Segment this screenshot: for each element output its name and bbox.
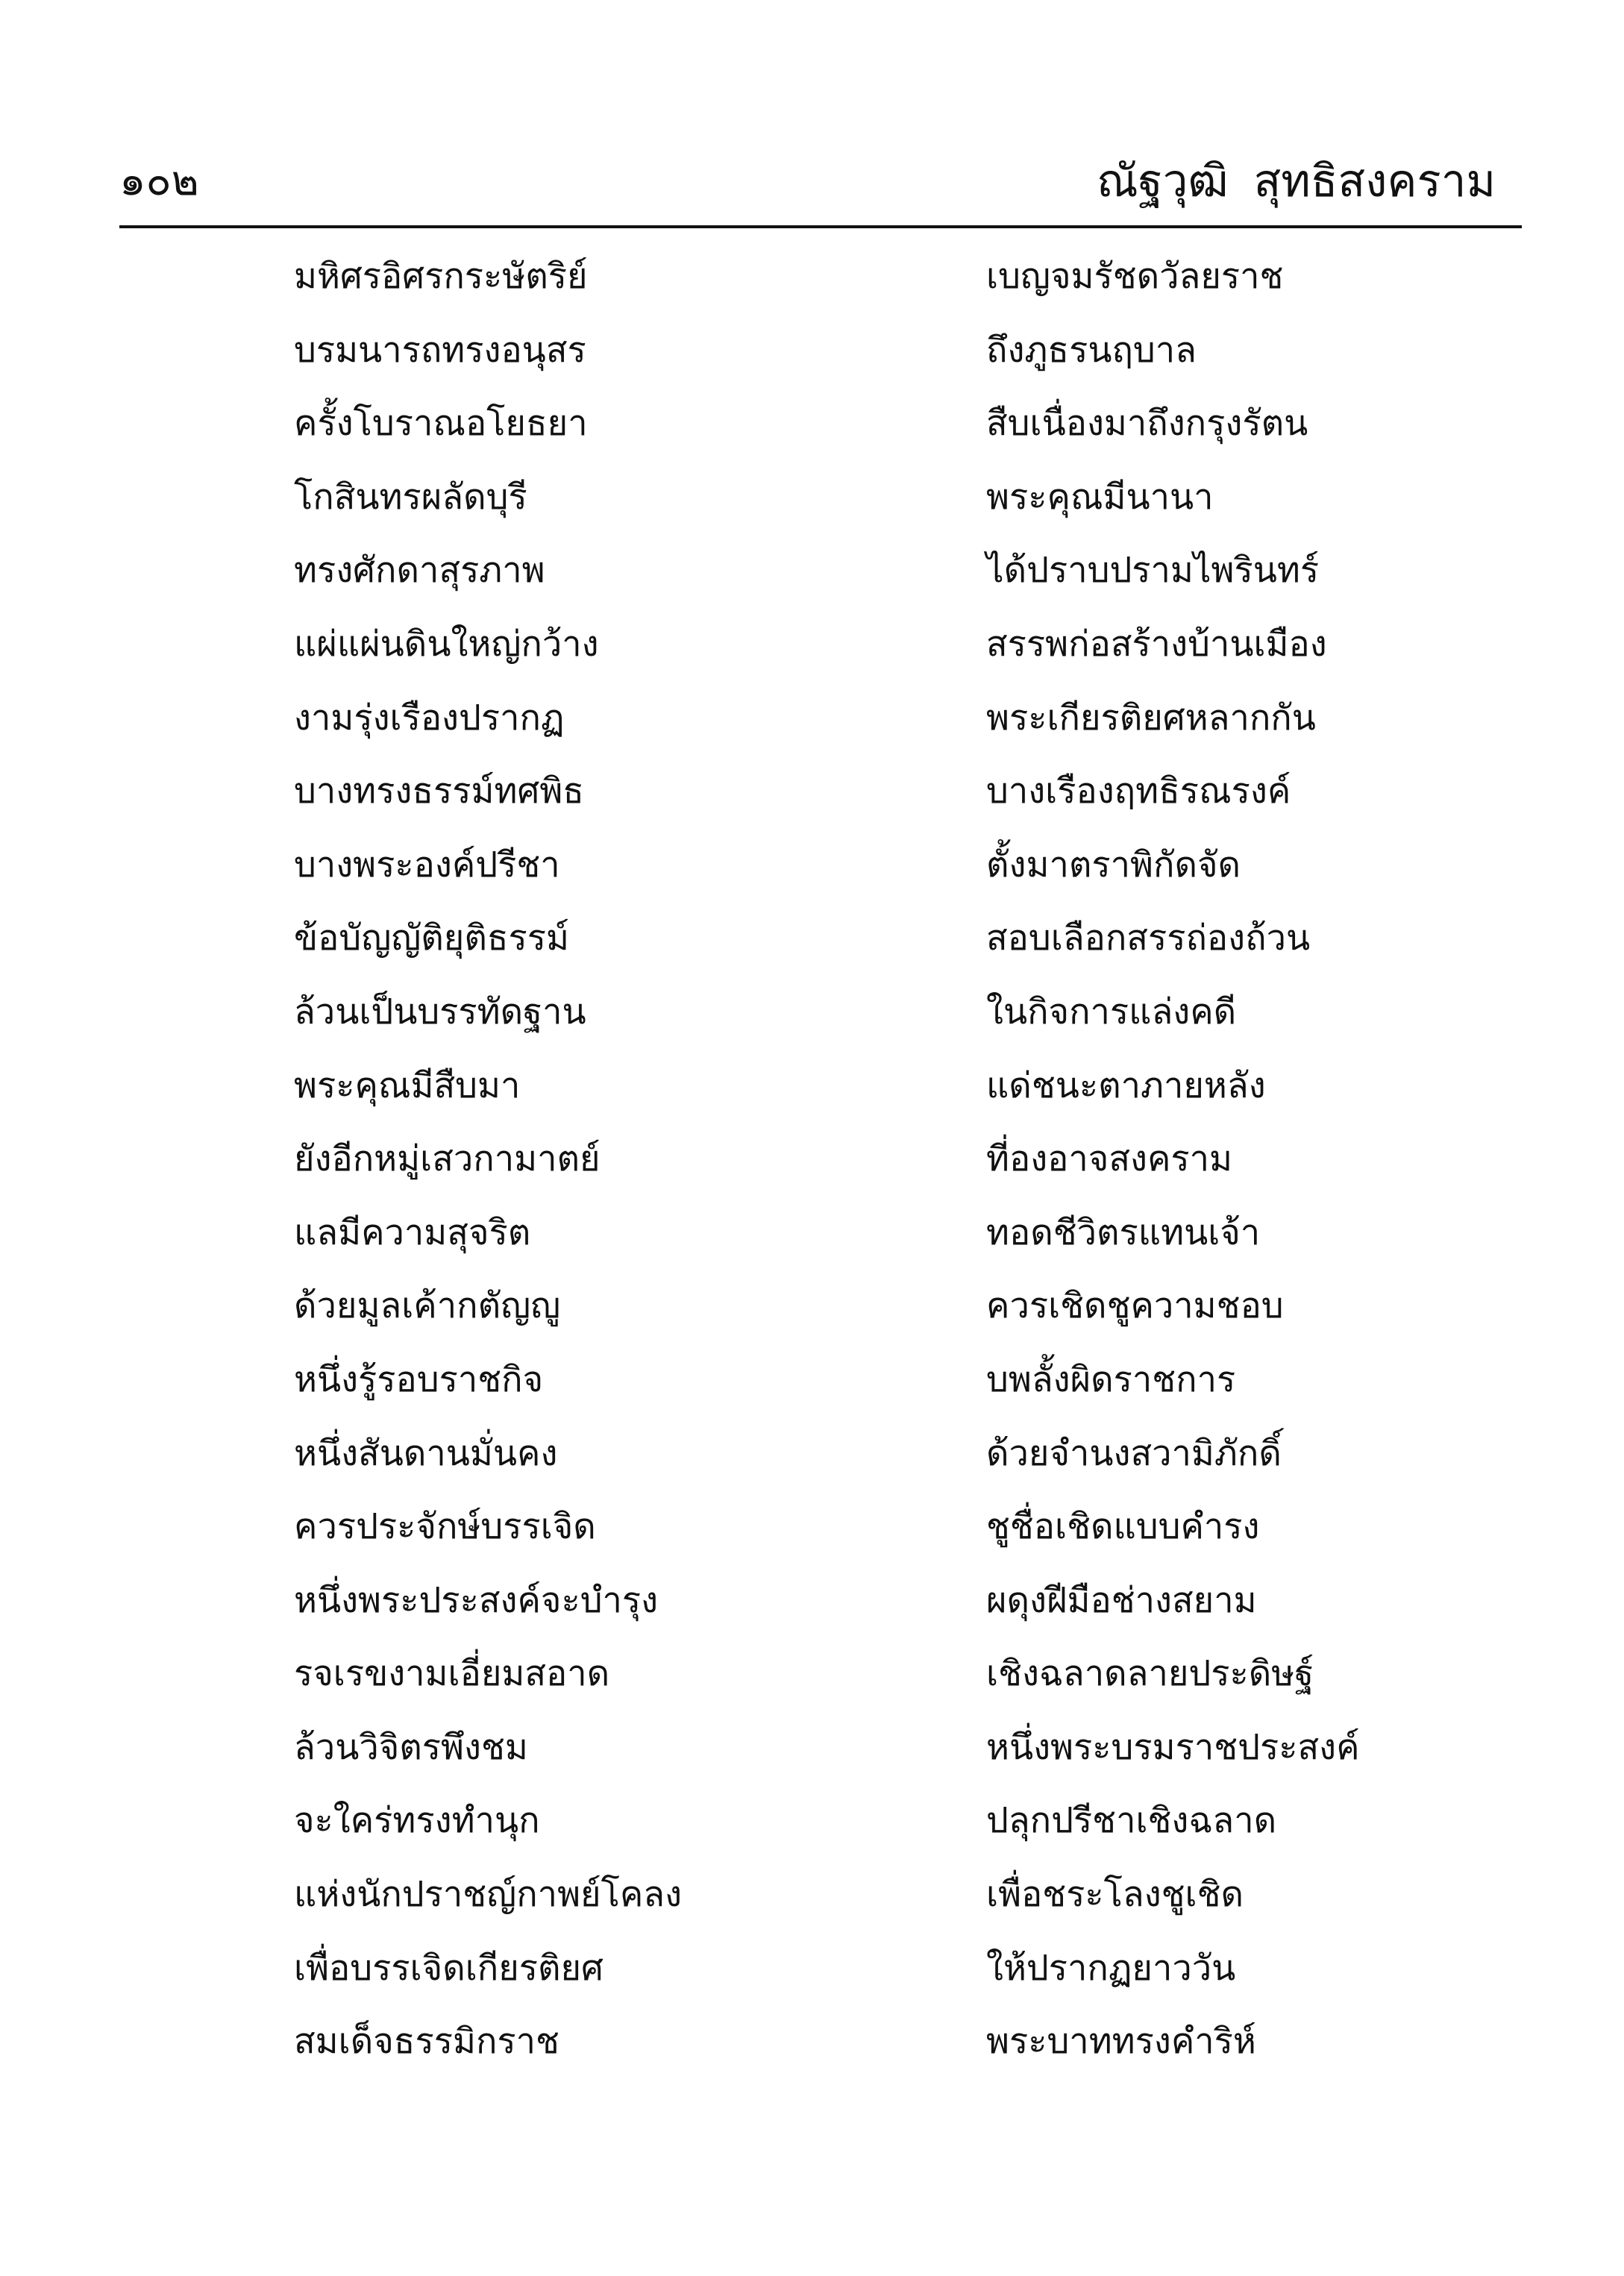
- verse-second-hemistich: สรรพก่อสร้างบ้านเมือง: [986, 623, 1327, 665]
- verse-first-hemistich: หนึ่งรู้รอบราชกิจ: [294, 1358, 544, 1400]
- verse-line: [0, 471, 1624, 545]
- verse-first-hemistich: หนึ่งพระประสงค์จะบำรุง: [294, 1579, 659, 1621]
- verse-first-hemistich: ครั้งโบราณอโยธยา: [294, 403, 588, 445]
- verse-line: [0, 2016, 1624, 2090]
- verse-second-hemistich: สืบเนื่องมาถึงกรุงรัตน: [986, 403, 1308, 445]
- verse-first-hemistich: งามรุ่งเรืองปรากฏ: [294, 697, 565, 739]
- verse-second-hemistich: ที่องอาจสงคราม: [986, 1138, 1233, 1180]
- verse-line: [0, 1354, 1624, 1428]
- verse-second-hemistich: เชิงฉลาดลายประดิษฐ์: [986, 1653, 1314, 1695]
- verse-second-hemistich: ชูชื่อเชิดแบบคำรง: [986, 1506, 1260, 1548]
- verse-line: [0, 1869, 1624, 1943]
- verse-line: [0, 692, 1624, 766]
- verse-line: [0, 1060, 1624, 1134]
- verse-line: [0, 1280, 1624, 1354]
- page-number: ๑๐๒: [119, 157, 199, 205]
- verse-first-hemistich: แห่งนักปราชญ์กาพย์โคลง: [294, 1874, 683, 1916]
- verse-line: [0, 986, 1624, 1060]
- verse-first-hemistich: รจเรขงามเอี่ยมสอาด: [294, 1653, 610, 1695]
- verse-line: [0, 1133, 1624, 1207]
- verse-second-hemistich: ตั้งมาตราพิกัดจัด: [986, 844, 1241, 885]
- verse-second-hemistich: ผดุงฝีมือช่างสยาม: [986, 1579, 1257, 1621]
- author-given-name: ณัฐวุฒิ: [1097, 155, 1229, 207]
- verse-first-hemistich: พระคุณมีสืบมา: [294, 1065, 521, 1106]
- verse-first-hemistich: แผ่แผ่นดินใหญ่กว้าง: [294, 623, 599, 665]
- verse-second-hemistich: เบญจมรัชดวัลยราช: [986, 256, 1284, 297]
- verse-body: [0, 251, 1624, 2090]
- verse-second-hemistich: บพลั้งผิดราชการ: [986, 1358, 1236, 1400]
- verse-second-hemistich: ด้วยจำนงสวามิภักดิ์: [986, 1432, 1282, 1474]
- verse-line: [0, 1795, 1624, 1869]
- verse-second-hemistich: ควรเชิดชูความชอบ: [986, 1285, 1284, 1327]
- verse-first-hemistich: ล้วนวิจิตรพึงชม: [294, 1726, 528, 1768]
- verse-first-hemistich: ยังอีกหมู่เสวกามาตย์: [294, 1138, 601, 1180]
- verse-first-hemistich: ด้วยมูลเค้ากตัญญู: [294, 1285, 561, 1327]
- verse-first-hemistich: ข้อบัญญัติยุติธรรม์: [294, 918, 570, 959]
- verse-first-hemistich: มหิศรอิศรกระษัตริย์: [294, 256, 588, 297]
- verse-second-hemistich: หนึ่งพระบรมราชประสงค์: [986, 1726, 1360, 1768]
- verse-line: [0, 1501, 1624, 1575]
- verse-line: [0, 765, 1624, 839]
- verse-first-hemistich: ล้วนเป็นบรรทัดฐาน: [294, 991, 586, 1032]
- verse-line: [0, 618, 1624, 692]
- author-family-name: สุทธิสงคราม: [1253, 155, 1496, 207]
- verse-first-hemistich: ควรประจักษ์บรรเจิด: [294, 1506, 596, 1548]
- verse-first-hemistich: จะใคร่ทรงทำนุก: [294, 1800, 540, 1842]
- verse-second-hemistich: บางเรืองฤทธิรณรงค์: [986, 771, 1291, 812]
- verse-line: [0, 1575, 1624, 1649]
- verse-first-hemistich: บางทรงธรรม์ทศพิธ: [294, 771, 584, 812]
- verse-line: [0, 251, 1624, 325]
- verse-first-hemistich: เพื่อบรรเจิดเกียรติยศ: [294, 1947, 603, 1989]
- verse-line: [0, 1722, 1624, 1796]
- verse-line: [0, 325, 1624, 398]
- verse-line: [0, 1428, 1624, 1502]
- verse-first-hemistich: ทรงศักดาสุรภาพ: [294, 550, 545, 592]
- verse-first-hemistich: บรมนารถทรงอนุสร: [294, 329, 586, 371]
- verse-second-hemistich: แด่ชนะตาภายหลัง: [986, 1065, 1266, 1106]
- verse-second-hemistich: พระคุณมีนานา: [986, 476, 1214, 518]
- verse-second-hemistich: ถึงภูธรนฤบาล: [986, 329, 1197, 371]
- verse-line: [0, 1943, 1624, 2016]
- verse-line: [0, 912, 1624, 986]
- verse-line: [0, 1207, 1624, 1281]
- verse-second-hemistich: ในกิจการแล่งคดี: [986, 991, 1237, 1032]
- verse-first-hemistich: สมเด็จธรรมิกราช: [294, 2021, 559, 2063]
- header-rule: [119, 225, 1522, 228]
- verse-line: [0, 1648, 1624, 1722]
- verse-first-hemistich: หนึ่งสันดานมั่นคง: [294, 1432, 558, 1474]
- running-head-author: [1097, 154, 1496, 209]
- verse-first-hemistich: โกสินทรผลัดบุรี: [294, 476, 527, 518]
- verse-line: [0, 839, 1624, 913]
- verse-line: [0, 545, 1624, 618]
- verse-line: [0, 398, 1624, 471]
- verse-first-hemistich: บางพระองค์ปรีชา: [294, 844, 560, 885]
- verse-second-hemistich: สอบเลือกสรรถ่องถ้วน: [986, 918, 1311, 959]
- verse-second-hemistich: ให้ปรากฏยาววัน: [986, 1947, 1236, 1989]
- verse-second-hemistich: ปลุกปรีชาเชิงฉลาด: [986, 1800, 1277, 1842]
- verse-second-hemistich: ได้ปราบปรามไพรินทร์: [986, 550, 1320, 592]
- verse-second-hemistich: เพื่อชระโลงชูเชิด: [986, 1874, 1244, 1916]
- verse-second-hemistich: พระบาททรงคำริห์: [986, 2021, 1256, 2063]
- verse-first-hemistich: แลมีความสุจริต: [294, 1211, 531, 1253]
- verse-second-hemistich: ทอดชีวิตรแทนเจ้า: [986, 1211, 1261, 1253]
- verse-second-hemistich: พระเกียรติยศหลากกัน: [986, 697, 1316, 739]
